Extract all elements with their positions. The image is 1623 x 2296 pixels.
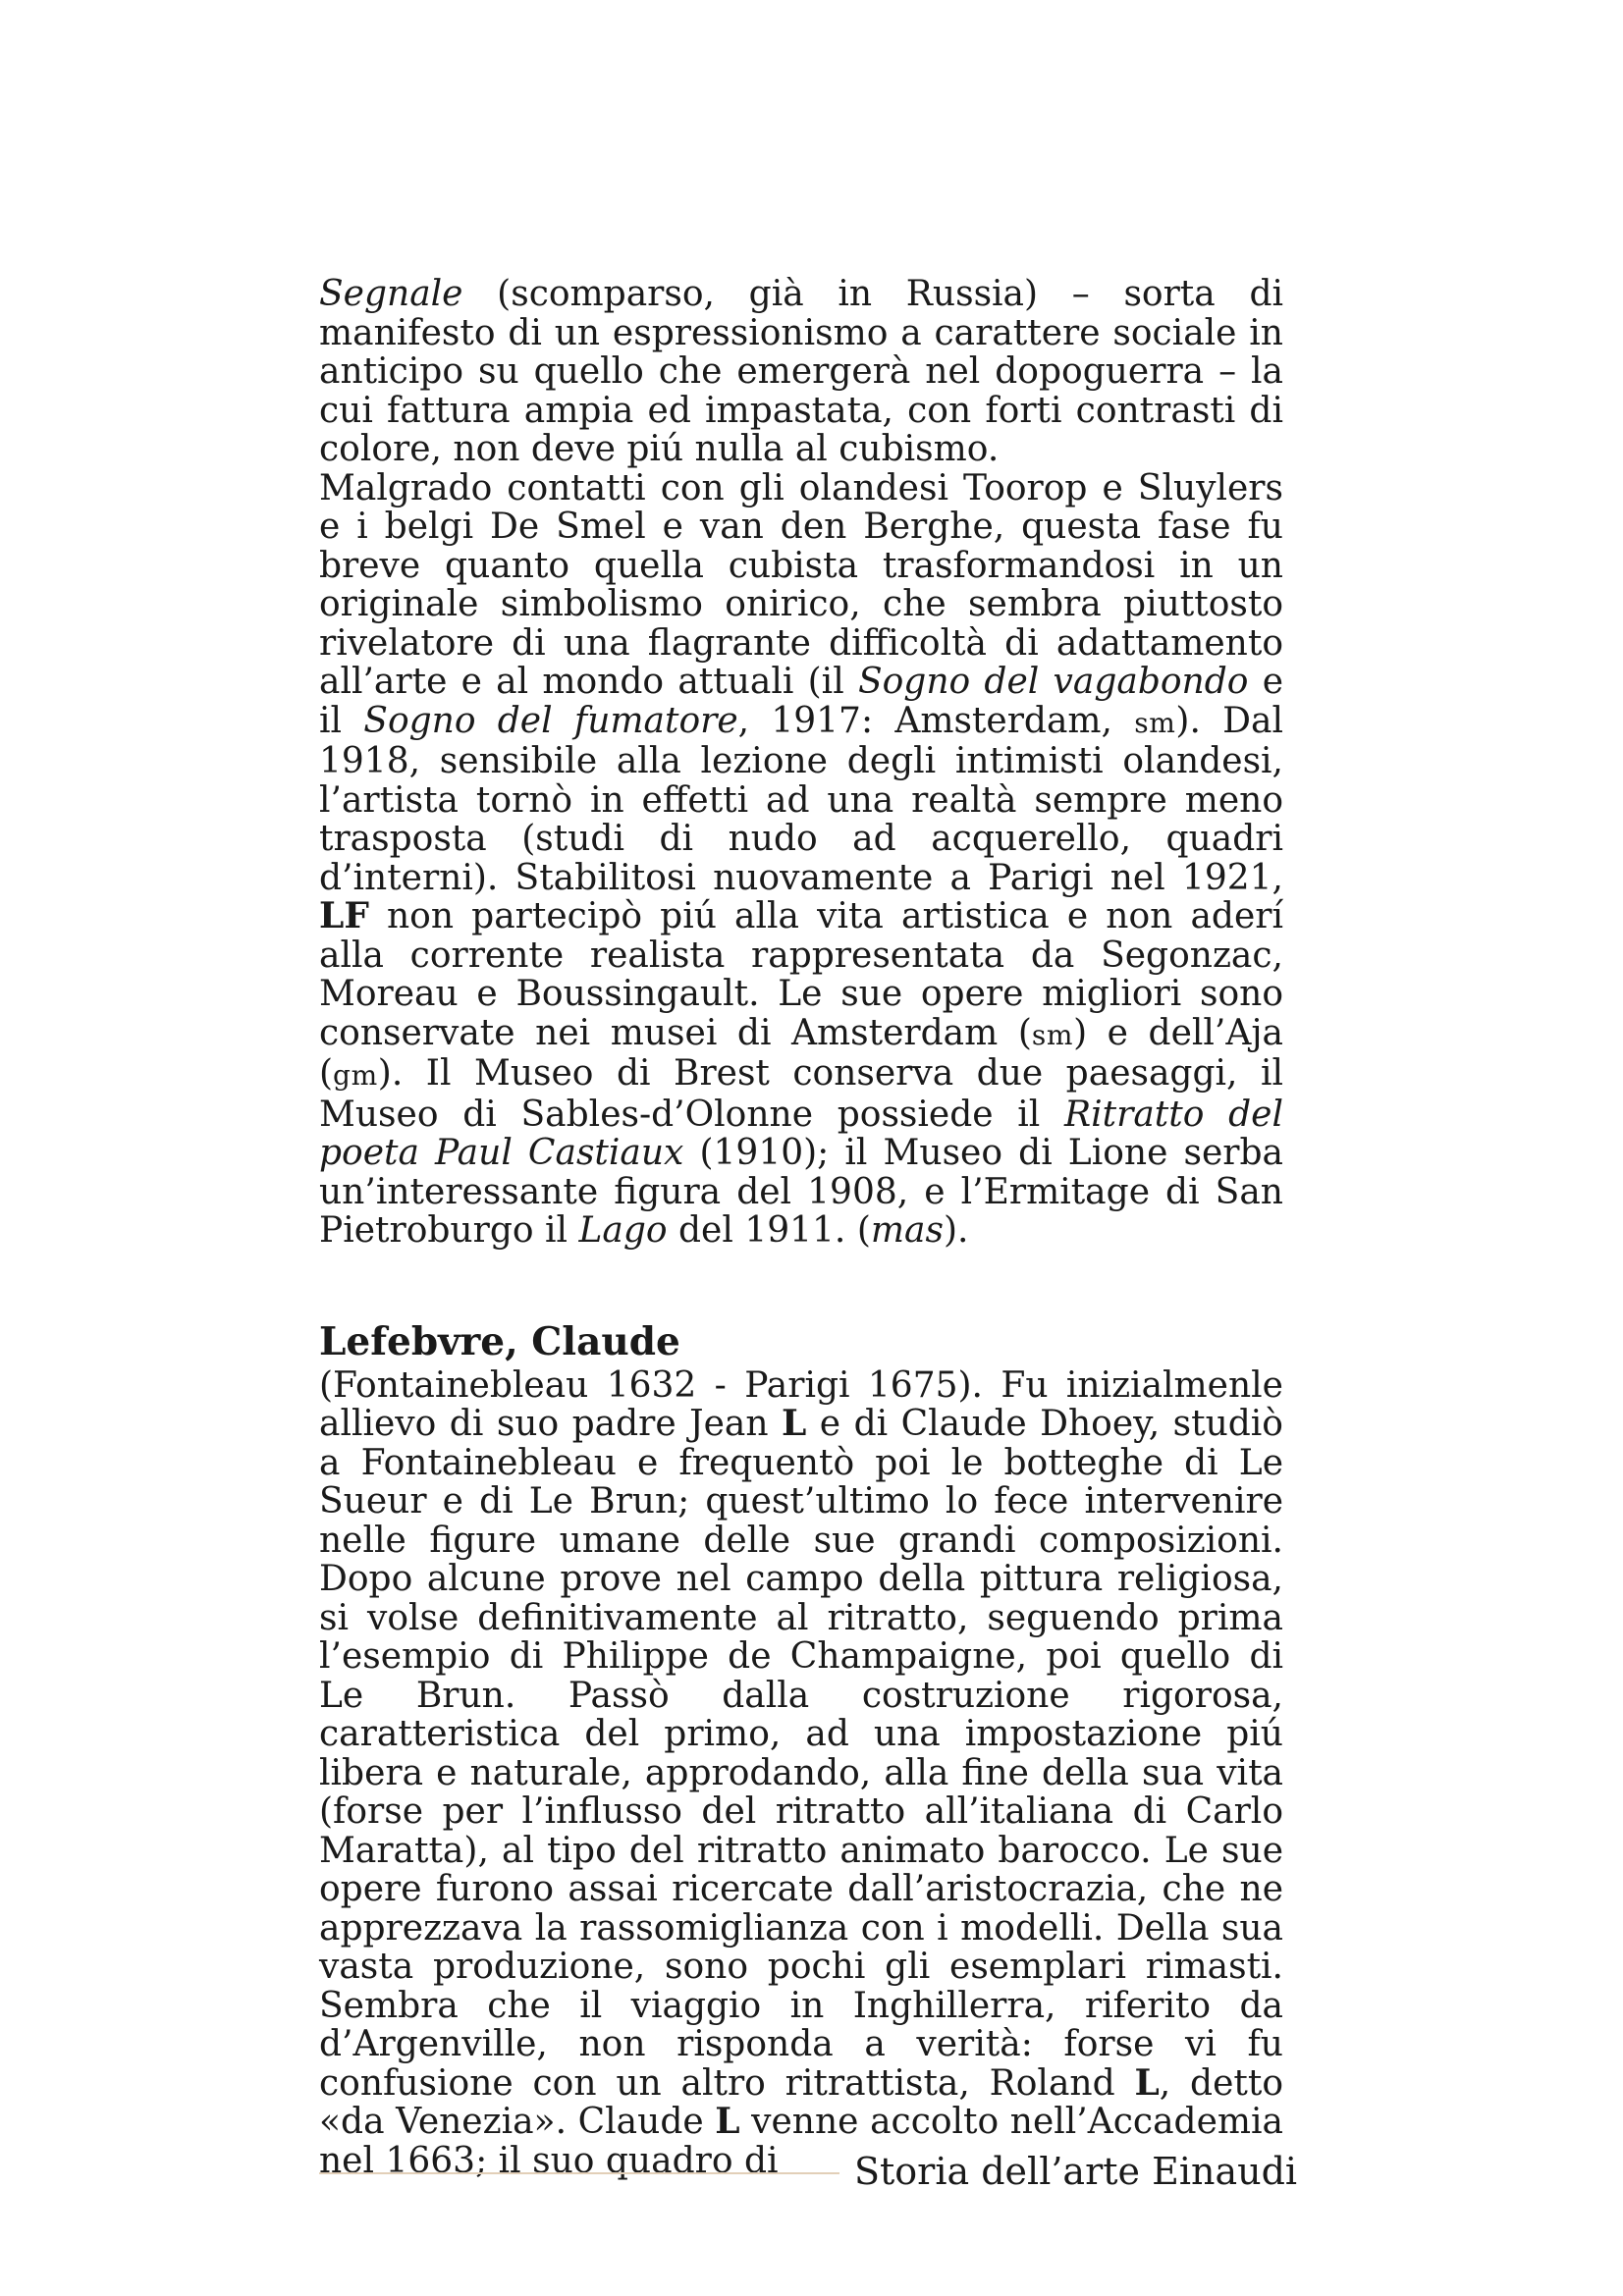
surname-initial: L (782, 1403, 807, 1444)
surname-initial: L (715, 2101, 740, 2142)
work-title: Sogno del vagabondo (857, 662, 1249, 702)
text-run: venne accolto nell’Accademia nel 1663; il suo quadro di (319, 2102, 1283, 2181)
text-run: non partecipò piú alla vita artistica e non aderí alla corrente realista rappresentata da Segonzac, Moreau e Boussingault. Le sue opere migliori sono conservate nei musei di Amsterdam ( (319, 896, 1283, 1053)
paragraph-main (319, 469, 1283, 1251)
entry-heading: Lefebvre, Claude (319, 1318, 680, 1364)
paragraph-continuation (319, 275, 1283, 469)
text-run: (Fontainebleau 1632 - Parigi 1675). Fu inizialmenle allievo di suo padre Jean (319, 1364, 1283, 1444)
paragraph-entry (319, 1366, 1283, 2181)
work-title: Ritratto del poeta Paul Castiaux (319, 1094, 1283, 1173)
text-run: ) e dell’Aja ( (319, 1012, 1283, 1094)
text-run: ). Il Museo di Brest conserva due paesaggi, il Museo di Sables-d’Olonne possiede il (319, 1053, 1283, 1135)
text-run: (1910); il Museo di Lione serba un’interessante figura del 1908, e l’Ermitage di San Pietroburgo il (319, 1133, 1283, 1251)
text-run: e di Claude Dhoey, studiò a Fontainebleau e frequentò poi le botteghe di Le Sueur e di Le Brun; quest’ultimo lo fece intervenire nelle figure umane delle sue grandi composizioni. Dopo alcune prove nel campo della pittura religiosa, si volse definitivamente al ritratto, seguendo prima l’esempio di Philippe de Champaigne, poi quello di Le Brun. Passò dalla costruzione rigorosa, caratteristica del primo, ad una impostazione piú libera e naturale, approdando, alla fine della sua vita (forse per l’influsso del ritratto all’italiana di Carlo Maratta), al tipo del ritratto animato barocco. Le sue opere furono assai ricercate dall’aristocrazia, che ne apprezzava la rassomiglianza con i modelli. Della sua vasta produzione, sono pochi gli esemplari rimasti. Sembra che il viaggio in Inghillerra, riferito da d’Argenville, non risponda a verità: forse vi fu confusione con un altro ritrattista, Roland (319, 1404, 1283, 2104)
museum-abbrev: sm (1134, 706, 1176, 739)
museum-abbrev: gm (333, 1059, 378, 1092)
text-run: Malgrado contatti con gli olandesi Toorop e Sluylers e i belgi De Smel e van den Berghe, questa fase fu breve quanto quella cubista trasformandosi in un originale simbolismo onirico, che sembra piuttosto rivelatore di una flagrante difficoltà di adattamento all’arte e al mondo attuali (il (319, 467, 1283, 702)
text-run: , 1917: Amsterdam, (737, 700, 1135, 741)
text-run: ). Dal 1918, sensibile alla lezione degli intimisti olandesi, l’artista tornò in effetti ad una realtà sempre meno trasposta (studi di nudo ad acquerello, quadri d’interni). Stabilitosi nuovamente a Parigi nel 1921, (319, 700, 1283, 898)
work-title: Segnale (319, 274, 463, 314)
surname-initial: L (1134, 2061, 1160, 2104)
author-initials: mas (870, 1210, 944, 1251)
text-run: del 1911. ( (667, 1210, 871, 1251)
text-run: , detto «da Venezia». Claude (319, 2062, 1283, 2142)
footer-publication-title: Storia dell’arte Einaudi (854, 2150, 1298, 2193)
museum-abbrev: sm (1031, 1018, 1074, 1051)
text-run: e il (319, 662, 1284, 741)
main-text-column (319, 275, 1283, 2180)
footer-rule (319, 2172, 839, 2174)
artist-initials: LF (319, 895, 369, 936)
text-run: ). (943, 1210, 969, 1251)
work-title: Sogno del fumatore (363, 700, 738, 741)
text-run: (scomparso, già in Russia) – sorta di manifesto di un espressionismo a carattere sociale in anticipo su quello che emergerà nel dopoguerra – la cui fattura ampia ed impastata, con forti contrasti di colore, non deve piú nulla al cubismo. (319, 274, 1283, 469)
work-title: Lago (578, 1210, 668, 1251)
